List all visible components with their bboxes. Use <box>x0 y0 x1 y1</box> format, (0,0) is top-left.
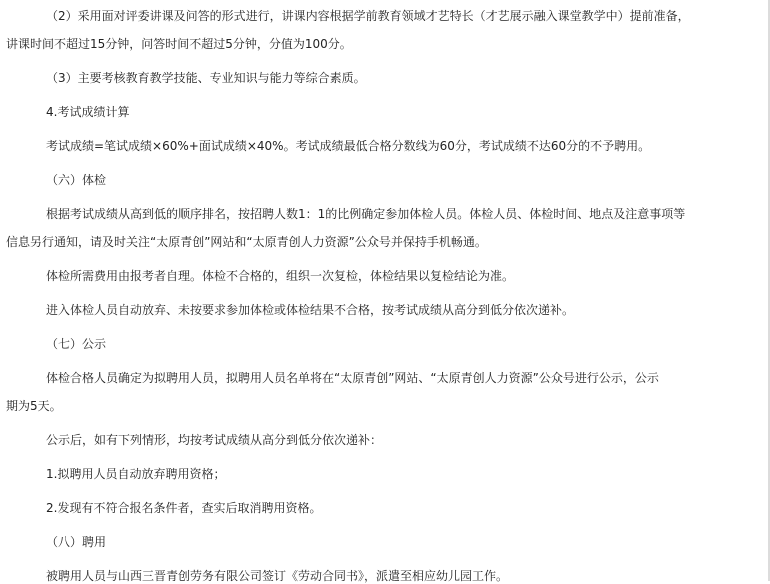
heading-public-notice: （七）公示 <box>46 337 107 351</box>
paragraph-employment-contract: 被聘用人员与山西三晋青创劳务有限公司签订《劳动合同书》，派遣至相应幼儿园工作。 <box>46 569 509 583</box>
paragraph-interview-format-cont: 讲课时间不超过15分钟，问答时间不超过5分钟，分值为100分。 <box>6 37 352 51</box>
paragraph-exam-fees: 体检所需费用由报考者自理。体检不合格的，组织一次复检，体检结果以复检结论为准。 <box>46 269 515 283</box>
heading-score-calculation: 4.考试成绩计算 <box>46 105 130 119</box>
list-item-1: 1.拟聘用人员自动放弃聘用资格； <box>46 467 226 481</box>
paragraph-interview-format: （2）采用面对评委讲课及问答的形式进行，讲课内容根据学前教育领域才艺特长（才艺展示融入课堂教学中）提前准备， <box>46 9 690 23</box>
paragraph-notice-details: 体检合格人员确定为拟聘用人员，拟聘用人员名单将在“太原青创”网站、“太原青创人力资源”公众号进行公示，公示 <box>46 371 659 385</box>
paragraph-assessment-scope: （3）主要考核教育教学技能、专业知识与能力等综合素质。 <box>46 71 366 85</box>
heading-physical-exam: （六）体检 <box>46 173 107 187</box>
paragraph-after-notice: 公示后，如有下列情形，均按考试成绩从高分到低分依次递补： <box>46 433 383 447</box>
paragraph-exam-selection: 根据考试成绩从高到低的顺序排名，按招聘人数1：1的比例确定参加体检人员。体检人员、体检时间、地点及注意事项等 <box>46 207 686 221</box>
paragraph-notice-details-cont: 期为5天。 <box>6 399 62 413</box>
paragraph-exam-replacement: 进入体检人员自动放弃、未按要求参加体检或体检结果不合格，按考试成绩从高分到低分依次递补。 <box>46 303 575 317</box>
list-item-2: 2.发现有不符合报名条件者，查实后取消聘用资格。 <box>46 501 322 515</box>
paragraph-score-formula: 考试成绩=笔试成绩×60%+面试成绩×40%。考试成绩最低合格分数线为60分，考试成绩不达60分的不予聘用。 <box>46 139 651 153</box>
heading-employment: （八）聘用 <box>46 535 107 549</box>
paragraph-exam-selection-cont: 信息另行通知，请及时关注“太原青创”网站和“太原青创人力资源”公众号并保持手机畅通。 <box>6 235 487 249</box>
